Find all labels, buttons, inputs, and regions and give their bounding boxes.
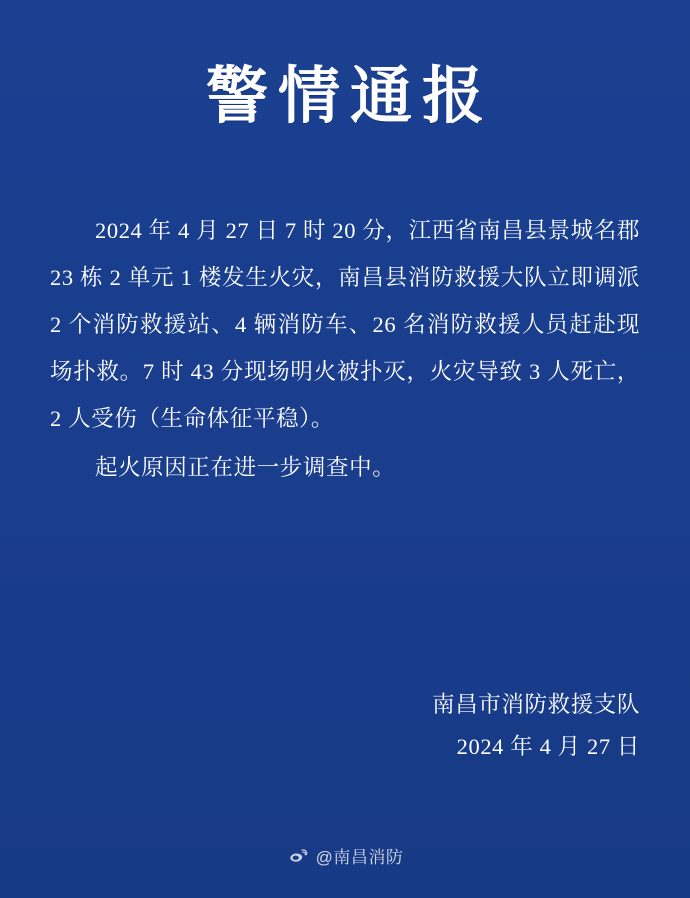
footer-account: @南昌消防 (315, 847, 404, 867)
weibo-icon (287, 844, 309, 866)
footer-attribution (0, 812, 690, 898)
notice-body (0, 207, 690, 491)
signature-date: 2024 年 4 月 27 日 (456, 734, 640, 759)
notice-paragraph-1: 2024 年 4 月 27 日 7 时 20 分，江西省南昌县景城名郡 23 栋 2 单元 1 楼发生火灾，南昌县消防救援大队立即调派 2 个消防救援站、4 辆消防车、26 名消防救援人员赶赴现场扑救。7 时 43 分现场明火被扑灭，火灾导致 3 人死亡，2 人受伤（生命体征平稳）。 (50, 218, 640, 432)
signature-organization: 南昌市消防救援支队 (432, 692, 640, 717)
page-title: 警情通报 (205, 63, 494, 131)
notice-paragraph-2: 起火原因正在进一步调查中。 (95, 455, 396, 481)
signature-block (0, 684, 690, 768)
